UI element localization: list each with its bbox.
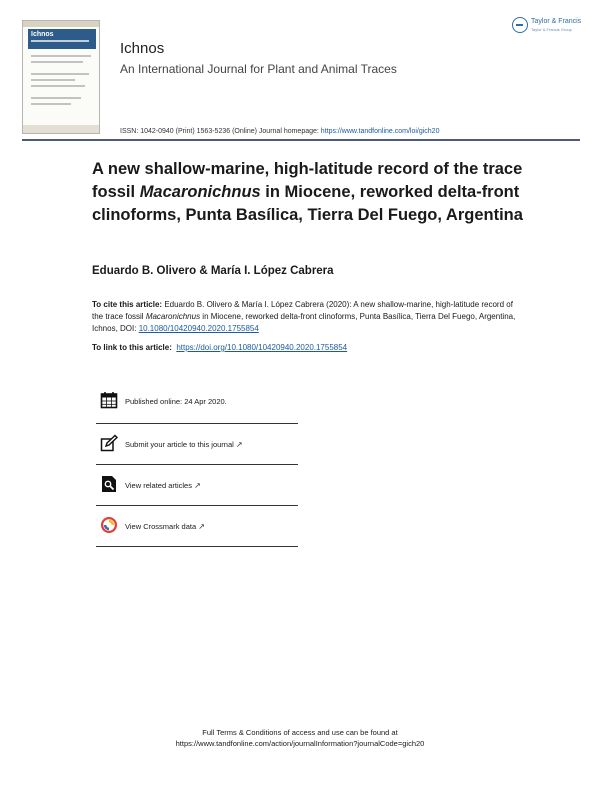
document-search-icon	[100, 475, 118, 493]
citation-block: To cite this article: Eduardo B. Olivero & María I. López Cabrera (2020): A new shallow-marine, high-latitude record of the trace fossil Macaronichnus in Miocene, reworked delta-front clinoforms, Punta Basílica, Tierra Del Fuego, Argentina, Ichnos, DOI: 10.1080/10420940.2020.1755854	[92, 300, 516, 333]
article-doi-url-link[interactable]: https://doi.org/10.1080/10420940.2020.1755854	[176, 343, 348, 352]
footer-terms	[0, 727, 600, 749]
external-link-icon: ↗︎	[235, 440, 243, 449]
cover-journal-name: Ichnos	[31, 31, 54, 38]
pencil-edit-icon	[100, 434, 118, 452]
issn-text: ISSN: 1042-0940 (Print) 1563-5236 (Online) Journal homepage:	[120, 128, 321, 135]
footer-terms-text: Full Terms & Conditions of access and use can be found at	[202, 728, 398, 737]
journal-subtitle: An International Journal for Plant and Animal Traces	[120, 62, 397, 76]
published-online-row	[96, 380, 298, 421]
article-link-label: To link to this article:	[92, 343, 172, 352]
article-title-taxon: Macaronichnus	[139, 183, 261, 201]
view-related-articles-link[interactable]	[96, 464, 298, 505]
footer-terms-url[interactable]: https://www.tandfonline.com/action/journalInformation?journalCode=gich20	[175, 739, 425, 748]
doi-link[interactable]: 10.1080/10420940.2020.1755854	[138, 324, 259, 333]
citation-label: To cite this article:	[92, 300, 163, 309]
article-authors: Eduardo B. Olivero & María I. López Cabrera	[92, 265, 334, 277]
published-online-date: Published online: 24 Apr 2020.	[125, 397, 227, 406]
publisher-tagline: Taylor & Francis Group	[531, 27, 572, 32]
article-link-line	[92, 343, 347, 352]
calendar-icon	[100, 391, 118, 409]
journal-title: Ichnos	[120, 40, 165, 57]
issn-line	[120, 128, 439, 135]
publisher-name: Taylor & Francis	[531, 18, 582, 25]
action-divider	[96, 546, 298, 547]
submit-article-link[interactable]	[96, 423, 298, 464]
submit-article-label: Submit your article to this journal	[125, 440, 234, 449]
view-crossmark-data-link[interactable]	[96, 505, 298, 546]
view-crossmark-data-label: View Crossmark data	[125, 522, 197, 531]
header-divider	[22, 139, 580, 141]
crossmark-icon	[100, 516, 118, 534]
publisher-logo	[512, 17, 584, 37]
journal-cover-thumbnail	[22, 20, 100, 134]
external-link-icon: ↗︎	[194, 481, 201, 490]
article-title: A new shallow-marine, high-latitude record of the trace fossil Macaronichnus in Miocene, reworked delta-front clinoforms, Punta Basílica, Tierra Del Fuego, Argentina	[92, 160, 523, 224]
journal-homepage-link[interactable]: https://www.tandfonline.com/loi/gich20	[320, 128, 440, 135]
publisher-logo-icon	[512, 17, 528, 33]
view-related-articles-label: View related articles	[125, 481, 192, 490]
external-link-icon: ↗︎	[198, 522, 205, 531]
